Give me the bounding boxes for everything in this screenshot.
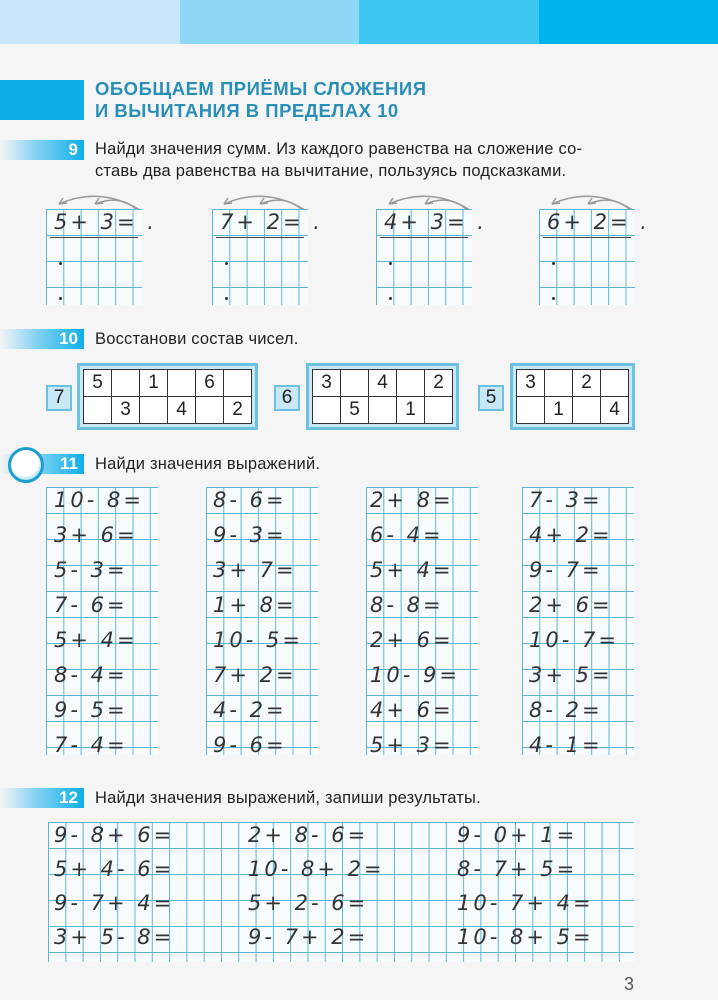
expression: 9- 7+ 4= (54, 891, 175, 915)
expression: 6- 4= (370, 523, 444, 547)
expression: 5+ 3= (370, 733, 454, 757)
cell[interactable]: 3 (112, 397, 140, 424)
page-number: 3 (624, 974, 635, 994)
expression: 10- 8= (54, 488, 144, 512)
expression: 2+ 6= (370, 628, 454, 652)
expression: 8- 2= (529, 698, 603, 722)
cell[interactable]: 5 (84, 370, 112, 397)
cell[interactable] (168, 370, 196, 397)
underline (50, 237, 138, 238)
cell[interactable] (84, 397, 112, 424)
cell[interactable]: 3 (313, 370, 341, 397)
expression: 3+ 6= (54, 523, 138, 547)
exercise-number: 11 (60, 454, 78, 473)
answer-dot[interactable] (389, 297, 392, 300)
cell[interactable]: 4 (168, 397, 196, 424)
expression: 7- 3= (529, 488, 603, 512)
cell[interactable] (224, 370, 252, 397)
exercise-number: 9 (68, 140, 78, 159)
exercise-9-instructions (95, 138, 582, 182)
top-color-bar (0, 0, 718, 44)
cell[interactable] (601, 370, 629, 397)
cell[interactable] (545, 370, 573, 397)
answer-dot[interactable] (59, 262, 62, 265)
expression: 4+ 2= (529, 523, 613, 547)
expression: 10- 5= (213, 628, 303, 652)
title-line-1: ОБОБЩАЕМ ПРИЁМЫ СЛОЖЕНИЯ (95, 78, 427, 99)
total-number-box: 6 (274, 385, 300, 411)
expression: 4- 1= (529, 733, 603, 757)
expression: 1+ 8= (213, 593, 297, 617)
cell[interactable]: 2 (224, 397, 252, 424)
expression: 9- 7= (529, 558, 603, 582)
expression: 3+ 5- 8= (54, 925, 175, 949)
expression: 8- 4= (54, 663, 128, 687)
expression: 10- 7= (529, 628, 619, 652)
expression: 5- 3= (54, 558, 128, 582)
cell[interactable]: 5 (341, 397, 369, 424)
answer-dot[interactable] (552, 262, 555, 265)
expression: 8- 7+ 5= (457, 857, 578, 881)
answer-dot[interactable] (225, 297, 228, 300)
total-number-box: 5 (478, 385, 504, 411)
number-composition-table (510, 363, 635, 430)
color-segment (180, 0, 360, 44)
equation-text: 4+ 3= . (384, 210, 487, 234)
cell[interactable]: 1 (545, 397, 573, 424)
expression: 10- 9= (370, 663, 460, 687)
expression: 9- 5= (54, 698, 128, 722)
expression: 10- 8+ 2= (248, 857, 385, 881)
expression: 9- 3= (213, 523, 287, 547)
expression: 8- 6= (213, 488, 287, 512)
underline (380, 237, 468, 238)
cell[interactable] (341, 370, 369, 397)
equation-text: 6+ 2= . (547, 210, 650, 234)
answer-dot[interactable] (59, 297, 62, 300)
exercise-10-badge (0, 329, 84, 349)
answer-dot[interactable] (389, 262, 392, 265)
cell[interactable]: 4 (601, 397, 629, 424)
expression: 3+ 7= (213, 558, 297, 582)
equation-text: 5+ 3= . (54, 210, 157, 234)
answer-dot[interactable] (225, 262, 228, 265)
cell[interactable] (140, 397, 168, 424)
expression: 7- 6= (54, 593, 128, 617)
exercise-12-instructions: Найди значения выражений, запиши результаты. (95, 789, 481, 807)
instruction-line: ставь два равенства на вычитание, пользуясь подсказками. (95, 162, 567, 180)
cell[interactable]: 2 (425, 370, 453, 397)
color-segment (0, 0, 180, 44)
cell[interactable] (196, 397, 224, 424)
cell[interactable] (425, 397, 453, 424)
underline (216, 237, 304, 238)
expression: 9- 6= (213, 733, 287, 757)
title-line-2: И ВЫЧИТАНИЯ В ПРЕДЕЛАХ 10 (95, 100, 399, 121)
cell[interactable]: 4 (369, 370, 397, 397)
expression: 9- 7+ 2= (248, 925, 369, 949)
underline (543, 237, 631, 238)
expression: 2+ 8- 6= (248, 823, 369, 847)
cell[interactable] (313, 397, 341, 424)
answer-dot[interactable] (552, 297, 555, 300)
cell[interactable]: 3 (517, 370, 545, 397)
total-number-box: 7 (46, 385, 72, 411)
instruction-line: Найди значения сумм. Из каждого равенства на сложение со- (95, 140, 583, 158)
cell[interactable]: 6 (196, 370, 224, 397)
heading-accent-block (0, 80, 84, 120)
expression: 5+ 4= (370, 558, 454, 582)
cell[interactable] (573, 397, 601, 424)
expression: 3+ 5= (529, 663, 613, 687)
expression: 10- 7+ 4= (457, 891, 594, 915)
equation-text: 7+ 2= . (220, 210, 323, 234)
color-segment (359, 0, 539, 44)
expression: 5+ 4= (54, 628, 138, 652)
expression: 5+ 4- 6= (54, 857, 175, 881)
expression: 4+ 6= (370, 698, 454, 722)
number-composition-table (77, 363, 258, 430)
cell[interactable] (397, 370, 425, 397)
number-composition-table (306, 363, 459, 430)
page-title (95, 78, 427, 122)
exercise-number: 12 (59, 788, 78, 807)
color-segment (539, 0, 718, 44)
cell[interactable]: 1 (397, 397, 425, 424)
exercise-11-instructions: Найди значения выражений. (95, 455, 321, 473)
cell[interactable] (517, 397, 545, 424)
expression: 8- 8= (370, 593, 444, 617)
expression: 9- 0+ 1= (457, 823, 578, 847)
expression: 7- 4= (54, 733, 128, 757)
expression: 10- 8+ 5= (457, 925, 594, 949)
circle-marker-icon (8, 447, 44, 483)
expression: 2+ 8= (370, 488, 454, 512)
exercise-number: 10 (59, 329, 78, 348)
cell[interactable]: 2 (573, 370, 601, 397)
expression: 9- 8+ 6= (54, 823, 175, 847)
cell[interactable] (112, 370, 140, 397)
expression: 4- 2= (213, 698, 287, 722)
cell[interactable] (369, 397, 397, 424)
expression: 5+ 2- 6= (248, 891, 369, 915)
expression: 2+ 6= (529, 593, 613, 617)
exercise-10-instructions: Восстанови состав чисел. (95, 330, 299, 348)
expression: 7+ 2= (213, 663, 297, 687)
exercise-9-badge (0, 140, 84, 160)
cell[interactable]: 1 (140, 370, 168, 397)
exercise-12-badge (0, 788, 84, 808)
